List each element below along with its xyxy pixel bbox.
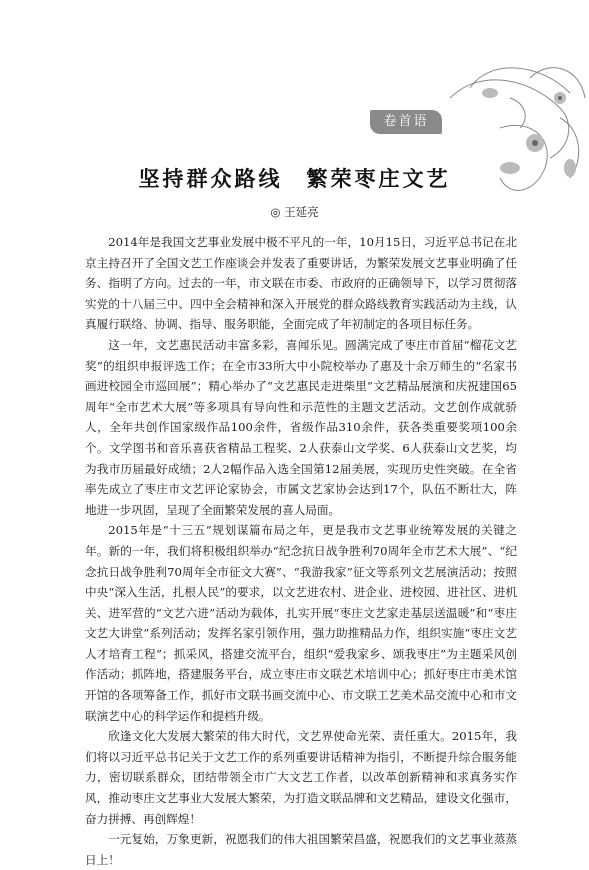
paragraph: 2014年是我国文艺事业发展中极不平凡的一年，10月15日，习近平总书记在北京主持召开了全国文艺工作座谈会并发表了重要讲话，为繁荣发展文艺事业明确了任务、指明了方向。过去的一年，市文联在市委、市政府的正确领导下，以学习贯彻落实党的十八届三中、四中全会精神和深入开展党的群众路线教育实践活动为主线，认真履行联络、协调、指导、服务职能，全面完成了年初制定的各项目标任务。	[85, 235, 517, 332]
column-badge: 卷首语	[370, 110, 442, 134]
paragraph: 这一年，文艺惠民活动丰富多彩，喜闻乐见。圆满完成了枣庄市首届“榴花文艺奖”的组织申报评选工作；在全市33所大中小院校举办了惠及十余万师生的“名家书画进校园全市巡回展”；精心举办了“文艺惠民走进柴里”文艺精品展演和庆祝建国65周年“全市艺术大展”等多项具有导向性和示范性的主题文艺活动。文艺创作成就骄人，全年共创作国家级作品100余件，省级作品310余件，获各类重要奖项100余个。文学图书和音乐喜获省精品工程奖、2人获泰山文学奖、6人获泰山文艺奖，均为我市历届最好成绩；2人2幅作品入选全国第12届美展，实现历史性突破。在全省率先成立了枣庄市文艺评论家协会，市属文艺家协会达到17个，队伍不断壮大，阵地进一步巩固，呈现了全面繁荣发展的喜人局面。	[85, 337, 517, 517]
paragraph: 欣逢文化大发展大繁荣的伟大时代，文艺界使命光荣、责任重大。2015年，我们将以习近平总书记关于文艺工作的系列重要讲话精神为指引，不断提升综合服务能力，密切联系群众，团结带领全市广大文艺工作者，以改革创新精神和求真务实作风，推动枣庄文艺事业大发展大繁荣，为打造文联品牌和文艺精品，建设文化强市，奋力拼搏、再创辉煌！	[85, 729, 517, 826]
article-author: ◎ 王延亮	[270, 205, 319, 219]
article-body	[85, 232, 517, 870]
paragraph: 一元复始，万象更新，祝愿我们的伟大祖国繁荣昌盛，祝愿我们的文艺事业蒸蒸日上！	[85, 832, 517, 867]
paragraph: 2015年是“十三五”规划谋篇布局之年，更是我市文艺事业统筹发展的关键之年。新的一年，我们将积极组织举办“纪念抗日战争胜利70周年全市艺术大展”、“纪念抗日战争胜利70周年全市征文大赛”、“我游我家”征文等系列文艺展演活动；按照中央“深入生活，扎根人民”的要求，以文艺进农村、进企业、进校园、进社区、进机关、进军营的“文艺六进”活动为载体，扎实开展“枣庄文艺家走基层送温暖”和“枣庄文艺大讲堂”系列活动；发挥名家引领作用，强力助推精品力作，组织实施“枣庄文艺人才培育工程”；抓采风，搭建交流平台，组织“爱我家乡、颂我枣庄”为主题采风创作活动；抓阵地，搭建服务平台，成立枣庄市文联艺术培训中心；抓好枣庄市美术馆开馆的各项筹备工作，抓好市文联书画交流中心、市文联工艺美术品交流中心和市文联演艺中心的科学运作和提档升级。	[85, 523, 517, 723]
article-title: 坚持群众路线 繁荣枣庄文艺	[138, 167, 451, 191]
